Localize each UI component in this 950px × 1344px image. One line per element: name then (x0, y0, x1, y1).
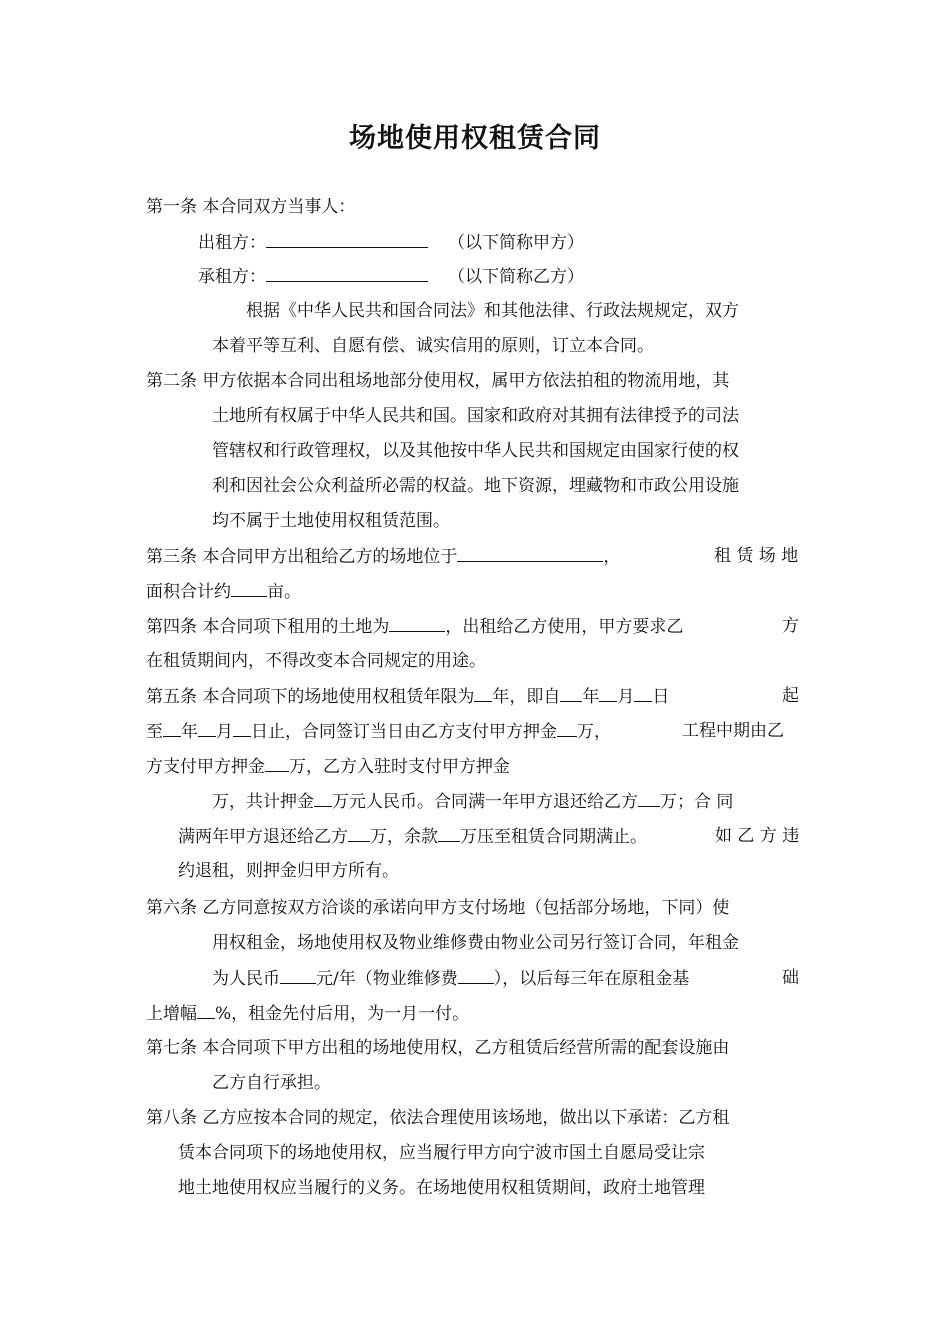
clause-5-line: 方支付甲方押金 万，乙方入驻时支付甲方押金 (146, 754, 510, 779)
clause-2-line: 利和因社会公众利益所必需的权益。地下资源，埋藏物和市政公用设施 (212, 476, 739, 496)
clause-6-line: 为人民币 元/年（物业维修费 ），以后每三年在原租金基 (212, 966, 689, 991)
clause-5-line-end: 如 乙 方 违 (715, 826, 800, 846)
clause-6-line: 上增幅 %，租金先付后用，为一月一付。 (146, 1001, 469, 1026)
clause-4-line: 在租赁期间内，不得改变本合同规定的用途。 (146, 651, 486, 671)
clause-5-line: 约退租，则押金归甲方所有。 (178, 861, 399, 881)
lessee-label: 承租方： (198, 267, 266, 287)
clause-2-line: 均不属于土地使用权租赁范围。 (212, 511, 450, 531)
clause-4-line-end: 方 (782, 616, 799, 636)
location-blank (457, 544, 603, 562)
blank (634, 684, 652, 702)
blank (233, 719, 251, 737)
clause-8-line: 第八条 乙方应按本合同的规定，依法合理使用该场地，做出以下承诺：乙方租 (146, 1108, 730, 1128)
blank (638, 789, 660, 807)
blank (198, 719, 216, 737)
clause-2-line: 管辖权和行政管理权，以及其他按中华人民共和国规定由国家行使的权 (212, 441, 739, 461)
blank (438, 824, 460, 842)
clause-5-line: 第五条 本合同项下的场地使用权租赁年限为 年，即自 年 月 日 (146, 684, 669, 709)
clause-3-line-end: 租 赁 场 地 (714, 546, 799, 566)
clause-8-line: 赁本合同项下的场地使用权，应当履行甲方向宁波市国土自愿局受让宗 (178, 1143, 705, 1163)
lessor-blank (266, 230, 428, 248)
increase-blank (197, 1001, 215, 1019)
clause-5-line: 至 年 月 日止，合同签订当日由乙方支付甲方押金 万， (146, 719, 611, 744)
lessee-line (198, 264, 584, 289)
blank (265, 754, 289, 772)
clause-2-line: 第二条 甲方依据本合同出租场地部分使用权，属甲方依法拍租的物流用地，其 (146, 371, 730, 391)
clause-5-line: 满两年甲方退还给乙方 万，余款 万压至租赁合同期满止。 (178, 824, 647, 849)
rent-blank (280, 966, 316, 984)
blank (560, 684, 582, 702)
paragraph-line: 根据《中华人民共和国合同法》和其他法律、行政法规规定，双方 (246, 301, 739, 321)
blank (314, 789, 332, 807)
clause-5-line: 万，共计押金 万元人民币。合同满一年甲方退还给乙方 万；合 同 (212, 789, 733, 814)
blank (599, 684, 617, 702)
term-blank (474, 684, 492, 702)
clause-7-line: 第七条 本合同项下甲方出租的场地使用权，乙方租赁后经营所需的配套设施由 (146, 1038, 730, 1058)
lessee-note: （以下简称乙方） (448, 267, 584, 287)
blank (557, 719, 577, 737)
area-blank (231, 579, 267, 597)
lessor-note: （以下简称甲方） (448, 233, 584, 253)
clause-6-line-end: 础 (782, 968, 799, 988)
clause-2-line: 土地所有权属于中华人民共和国。国家和政府对其拥有法律授予的司法 (212, 406, 739, 426)
paragraph-line: 本着平等互利、自愿有偿、诚实信用的原则，订立本合同。 (212, 336, 654, 356)
blank (163, 719, 181, 737)
clause-6-line: 第六条 乙方同意按双方洽谈的承诺向甲方支付场地（包括部分场地，下同）使 (146, 898, 730, 918)
clause-5-line-end: 起 (782, 686, 799, 706)
clause-5-line-end: 工程中期由乙 (682, 721, 784, 741)
clause-3-line: 第三条 本合同甲方出租给乙方的场地位于 ， (146, 544, 620, 569)
lessor-label: 出租方： (198, 233, 266, 253)
lessor-line (198, 230, 584, 255)
blank (348, 824, 370, 842)
clause-1-heading: 第一条 本合同双方当事人： (146, 197, 356, 217)
clause-4-line: 第四条 本合同项下租用的土地为 ，出租给乙方使用，甲方要求乙 (146, 614, 683, 639)
page-title: 场地使用权租赁合同 (349, 123, 601, 154)
lessee-blank (266, 264, 428, 282)
clause-8-line: 地土地使用权应当履行的义务。在场地使用权租赁期间，政府土地管理 (178, 1178, 705, 1198)
clause-6-line: 用权租金，场地使用权及物业维修费由物业公司另行签订合同，年租金 (212, 933, 739, 953)
clause-3-line: 面积合计约 亩。 (146, 579, 301, 604)
land-blank (389, 614, 445, 632)
clause-7-line: 乙方自行承担。 (212, 1073, 331, 1093)
maintenance-blank (458, 966, 494, 984)
